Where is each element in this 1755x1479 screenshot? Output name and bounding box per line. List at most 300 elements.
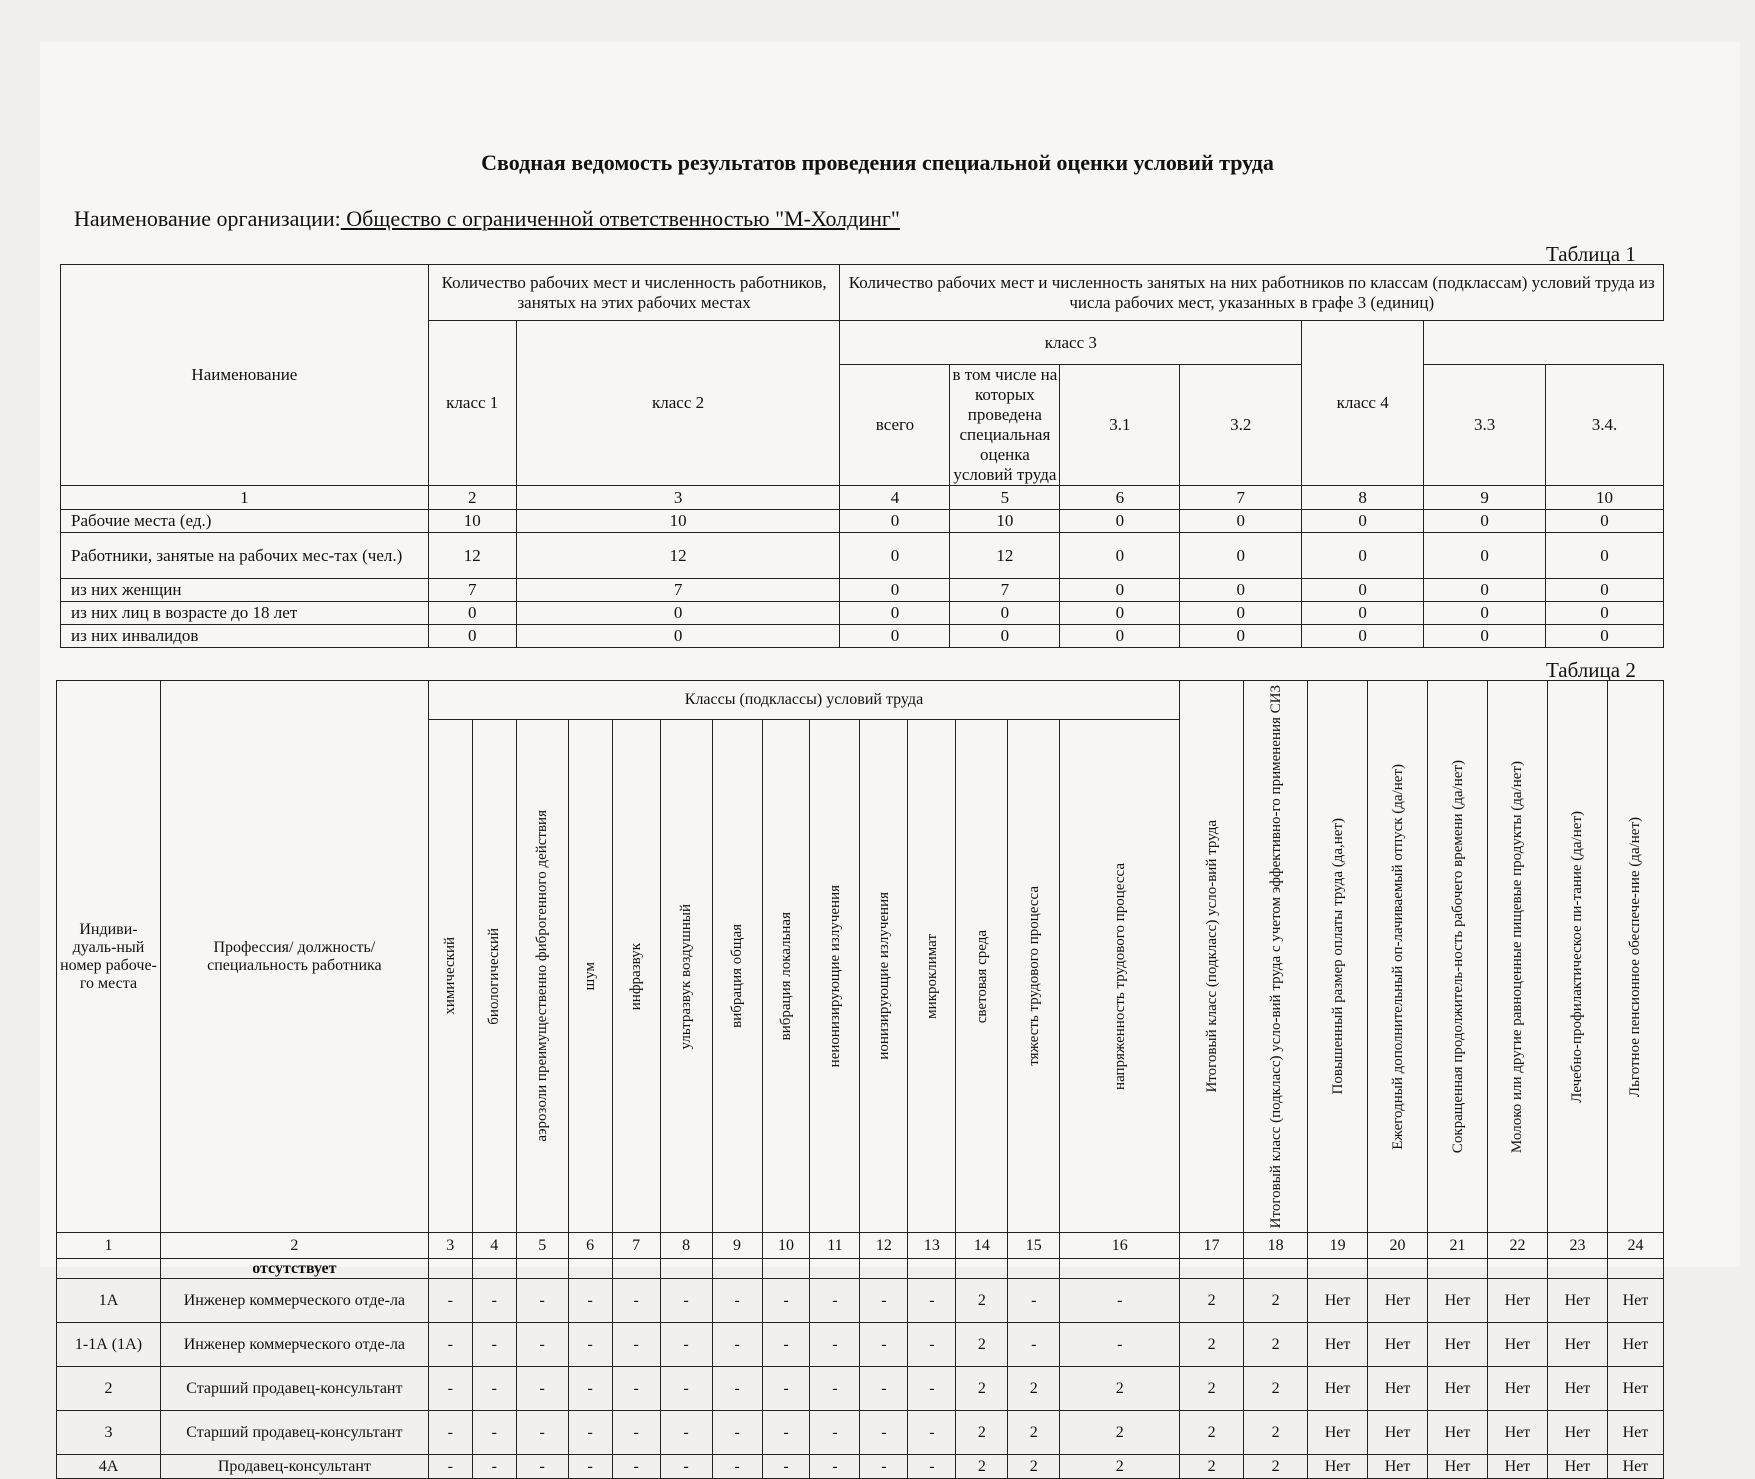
- summary-cell: 0: [1060, 510, 1180, 533]
- header-extra-label: Льготное пенсионное обеспече-ние (да/нет): [1627, 816, 1644, 1097]
- col-num: 18: [1244, 1233, 1308, 1259]
- summary-cell: 7: [428, 579, 516, 602]
- workplace-cell: -: [568, 1455, 612, 1479]
- workplace-cell: -: [810, 1455, 860, 1479]
- workplace-cell: -: [516, 1411, 568, 1455]
- workplace-cell: -: [516, 1367, 568, 1411]
- summary-cell: 10: [516, 510, 840, 533]
- col-num: 16: [1060, 1233, 1180, 1259]
- empty-cell: [1008, 1259, 1060, 1279]
- empty-cell: [568, 1259, 612, 1279]
- empty-cell: [762, 1259, 810, 1279]
- summary-cell: 10: [950, 510, 1060, 533]
- workplace-row: [57, 1411, 1664, 1455]
- empty-cell: [660, 1259, 712, 1279]
- summary-row-label: из них лиц в возрасте до 18 лет: [61, 602, 429, 625]
- workplace-cell: -: [428, 1411, 472, 1455]
- workplace-cell: 2: [956, 1323, 1008, 1367]
- empty-cell: [810, 1259, 860, 1279]
- workplace-cell: -: [660, 1367, 712, 1411]
- col-num: 2: [428, 486, 516, 510]
- col-num: 8: [1302, 486, 1424, 510]
- workplace-cell: -: [472, 1455, 516, 1479]
- workplace-cell: -: [660, 1279, 712, 1323]
- workplace-cell: 2: [1244, 1367, 1308, 1411]
- empty-cell: [1547, 1259, 1607, 1279]
- summary-cell: 0: [1546, 602, 1664, 625]
- col-num: 8: [660, 1233, 712, 1259]
- workplace-cell: -: [908, 1411, 956, 1455]
- document-title: Сводная ведомость результатов проведения специальной оценки условий труда: [481, 150, 1274, 175]
- workplace-cell: -: [810, 1323, 860, 1367]
- workplace-cell: 2: [1008, 1411, 1060, 1455]
- workplace-cell: 2: [1180, 1367, 1244, 1411]
- workplace-cell: -: [660, 1455, 712, 1479]
- empty-cell: [1060, 1259, 1180, 1279]
- empty-cell: [956, 1259, 1008, 1279]
- workplace-cell: -: [612, 1323, 660, 1367]
- workplace-profession: Старший продавец-консультант: [160, 1367, 428, 1411]
- summary-cell: 0: [428, 602, 516, 625]
- workplace-cell: Нет: [1368, 1367, 1428, 1411]
- workplace-cell: -: [472, 1279, 516, 1323]
- workplace-cell: -: [712, 1279, 762, 1323]
- workplace-cell: 2: [956, 1279, 1008, 1323]
- workplace-cell: Нет: [1487, 1367, 1547, 1411]
- factor-label: инфразвук: [628, 942, 645, 1010]
- workplace-cell: Нет: [1368, 1455, 1428, 1479]
- organization-line: [74, 206, 900, 232]
- header-extra-label: Итоговый класс (подкласс) усло-вий труда с учетом эффективно-го применения СИЗ: [1267, 685, 1284, 1229]
- workplace-cell: Нет: [1487, 1323, 1547, 1367]
- header-workplaces: Количество рабочих мест и численность работников, занятых на этих рабочих местах: [428, 265, 840, 321]
- col-num: 23: [1547, 1233, 1607, 1259]
- workplace-cell: 2: [1060, 1411, 1180, 1455]
- col-num: 10: [1546, 486, 1664, 510]
- workplace-cell: -: [568, 1279, 612, 1323]
- summary-row: [61, 510, 1664, 533]
- header-class4: класс 4: [1302, 321, 1424, 486]
- header-conditions-classes: Классы (подклассы) условий труда: [428, 681, 1179, 720]
- organization-name: Общество с ограниченной ответственностью "М-Холдинг": [340, 206, 900, 231]
- workplace-cell: -: [860, 1279, 908, 1323]
- workplace-cell: -: [712, 1411, 762, 1455]
- factor-label: шум: [582, 962, 599, 991]
- workplace-number: 3: [57, 1411, 161, 1455]
- workplace-cell: 2: [1244, 1279, 1308, 1323]
- header-extra-label: Сокращенная продолжитель-ность рабочего времени (да/нет): [1449, 760, 1466, 1154]
- factor-label: ионизирующие излучения: [875, 892, 892, 1061]
- header-class1: класс 1: [428, 321, 516, 486]
- workplace-cell: -: [860, 1323, 908, 1367]
- summary-cell: 0: [1302, 625, 1424, 648]
- factor-label: неионизирующие излучения: [826, 885, 843, 1068]
- header-extra-column: [1487, 681, 1547, 1233]
- header-class-3-1: 3.1: [1060, 365, 1180, 486]
- factor-label: биологический: [486, 927, 503, 1025]
- workplace-cell: -: [712, 1323, 762, 1367]
- header-factor: [1008, 720, 1060, 1233]
- col-num: 3: [428, 1233, 472, 1259]
- header-extra-label: Ежегодный дополнительный оп-лачиваемый отпуск (да/нет): [1389, 763, 1406, 1150]
- header-factor: [516, 720, 568, 1233]
- summary-cell: 0: [1424, 625, 1546, 648]
- col-num: 19: [1308, 1233, 1368, 1259]
- workplace-cell: -: [1008, 1279, 1060, 1323]
- header-assessed: в том числе на которых проведена специальная оценка условий труда: [950, 365, 1060, 486]
- summary-cell: 0: [950, 602, 1060, 625]
- workplace-header-row: [57, 681, 1664, 720]
- summary-row-label: из них инвалидов: [61, 625, 429, 648]
- col-num: 4: [472, 1233, 516, 1259]
- workplace-cell: Нет: [1487, 1411, 1547, 1455]
- col-num: 1: [61, 486, 429, 510]
- summary-row: [61, 579, 1664, 602]
- factor-label: вибрация локальная: [777, 912, 794, 1041]
- col-num: 11: [810, 1233, 860, 1259]
- summary-row: [61, 625, 1664, 648]
- header-class-3-2: 3.2: [1180, 365, 1302, 486]
- empty-cell: [1607, 1259, 1663, 1279]
- summary-row-label: Рабочие места (ед.): [61, 510, 429, 533]
- summary-cell: 12: [516, 533, 840, 579]
- workplace-cell: -: [810, 1411, 860, 1455]
- header-name: Наименование: [61, 265, 429, 486]
- col-num: 20: [1368, 1233, 1428, 1259]
- workplace-cell: 2: [956, 1367, 1008, 1411]
- col-num: 12: [860, 1233, 908, 1259]
- workplace-cell: Нет: [1547, 1411, 1607, 1455]
- table2-caption: Таблица 2: [1546, 658, 1636, 682]
- workplace-cell: Нет: [1308, 1323, 1368, 1367]
- summary-cell: 12: [428, 533, 516, 579]
- factor-label: ультразвук воздушный: [678, 903, 695, 1049]
- empty-cell: [1180, 1259, 1244, 1279]
- workplace-cell: Нет: [1547, 1455, 1607, 1479]
- workplace-cell: Нет: [1607, 1279, 1663, 1323]
- col-num: 9: [712, 1233, 762, 1259]
- summary-cell: 0: [840, 510, 950, 533]
- workplace-cell: Нет: [1428, 1455, 1488, 1479]
- summary-cell: 0: [516, 602, 840, 625]
- summary-row: [61, 533, 1664, 579]
- workplace-cell: 2: [1060, 1455, 1180, 1479]
- workplace-cell: 2: [1180, 1411, 1244, 1455]
- col-num: 4: [840, 486, 950, 510]
- workplace-cell: -: [472, 1367, 516, 1411]
- empty-cell: [428, 1259, 472, 1279]
- workplace-cell: Нет: [1428, 1323, 1488, 1367]
- workplace-cell: Нет: [1428, 1367, 1488, 1411]
- workplace-cell: -: [660, 1411, 712, 1455]
- header-extra-label: Повышенный размер оплаты труда (да,нет): [1329, 818, 1346, 1095]
- summary-cell: 0: [1180, 602, 1302, 625]
- header-class3: класс 3: [840, 321, 1302, 365]
- workplace-cell: -: [516, 1323, 568, 1367]
- summary-cell: 0: [840, 625, 950, 648]
- col-num: 1: [57, 1233, 161, 1259]
- summary-cell: 0: [1180, 510, 1302, 533]
- workplace-cell: 2: [1244, 1323, 1308, 1367]
- workplace-cell: -: [810, 1279, 860, 1323]
- workplace-cell: 2: [956, 1455, 1008, 1479]
- workplace-cell: -: [712, 1367, 762, 1411]
- section-row: [57, 1259, 1664, 1279]
- workplace-cell: 2: [1008, 1455, 1060, 1479]
- header-extra-column: [1428, 681, 1488, 1233]
- header-extra-column: [1308, 681, 1368, 1233]
- summary-row: [61, 602, 1664, 625]
- table1-caption: Таблица 1: [1546, 242, 1636, 266]
- workplace-cell: -: [568, 1323, 612, 1367]
- workplace-table: [56, 680, 1664, 1479]
- workplace-cell: -: [762, 1279, 810, 1323]
- workplace-cell: Нет: [1547, 1323, 1607, 1367]
- summary-cell: 0: [1060, 533, 1180, 579]
- workplace-cell: -: [712, 1455, 762, 1479]
- header-factor: [908, 720, 956, 1233]
- header-total: всего: [840, 365, 950, 486]
- workplace-profession: Инженер коммерческого отде-ла: [160, 1279, 428, 1323]
- header-factor: [612, 720, 660, 1233]
- workplace-cell: Нет: [1308, 1411, 1368, 1455]
- workplace-cell: -: [428, 1455, 472, 1479]
- summary-cell: 0: [1302, 602, 1424, 625]
- workplace-cell: Нет: [1607, 1455, 1663, 1479]
- header-class-3-4: 3.4.: [1546, 365, 1664, 486]
- workplace-cell: -: [428, 1367, 472, 1411]
- summary-cell: 0: [840, 533, 950, 579]
- workplace-cell: 2: [1244, 1455, 1308, 1479]
- header-extra-column: [1244, 681, 1308, 1233]
- workplace-cell: Нет: [1308, 1279, 1368, 1323]
- workplace-cell: -: [810, 1367, 860, 1411]
- summary-cell: 0: [950, 625, 1060, 648]
- workplace-cell: -: [860, 1367, 908, 1411]
- summary-cell: 0: [1302, 533, 1424, 579]
- factor-label: химический: [442, 937, 459, 1016]
- summary-cell: 0: [1424, 579, 1546, 602]
- workplace-cell: 2: [1008, 1367, 1060, 1411]
- header-extra-column: [1607, 681, 1663, 1233]
- empty-cell: [1428, 1259, 1488, 1279]
- col-num: 3: [516, 486, 840, 510]
- workplace-cell: 2: [1244, 1411, 1308, 1455]
- header-factor: [472, 720, 516, 1233]
- factor-label: вибрация общая: [729, 924, 746, 1029]
- empty-cell: [1308, 1259, 1368, 1279]
- workplace-cell: 2: [956, 1411, 1008, 1455]
- summary-cell: 0: [1424, 533, 1546, 579]
- workplace-cell: -: [516, 1455, 568, 1479]
- workplace-cell: -: [612, 1279, 660, 1323]
- workplace-cell: -: [568, 1367, 612, 1411]
- workplace-row: [57, 1455, 1664, 1479]
- header-extra-label: Итоговый класс (подкласс) усло-вий труда: [1203, 820, 1220, 1093]
- summary-cell: 0: [1060, 625, 1180, 648]
- summary-cell: 0: [428, 625, 516, 648]
- workplace-cell: Нет: [1368, 1323, 1428, 1367]
- workplace-cell: -: [1008, 1323, 1060, 1367]
- header-workplace-number: Индиви-дуаль-ный номер рабоче-го места: [57, 681, 161, 1233]
- header-factor: [1060, 720, 1180, 1233]
- col-num: 21: [1428, 1233, 1488, 1259]
- summary-cell: 0: [1302, 579, 1424, 602]
- workplace-row: [57, 1323, 1664, 1367]
- workplace-cell: -: [1060, 1323, 1180, 1367]
- empty-cell: [1368, 1259, 1428, 1279]
- summary-cell: 0: [1546, 533, 1664, 579]
- col-num: 13: [908, 1233, 956, 1259]
- workplace-cell: Нет: [1487, 1455, 1547, 1479]
- workplace-cell: -: [860, 1455, 908, 1479]
- workplace-cell: -: [516, 1279, 568, 1323]
- workplace-number: 1А: [57, 1279, 161, 1323]
- summary-cell: 0: [1180, 625, 1302, 648]
- summary-cell: 0: [840, 579, 950, 602]
- workplace-cell: -: [762, 1367, 810, 1411]
- summary-cell: 7: [516, 579, 840, 602]
- col-num: 22: [1487, 1233, 1547, 1259]
- header-factor: [810, 720, 860, 1233]
- workplace-cell: -: [428, 1279, 472, 1323]
- empty-cell: [860, 1259, 908, 1279]
- col-num: 7: [612, 1233, 660, 1259]
- section-spacer: [57, 1259, 161, 1279]
- col-num: 5: [516, 1233, 568, 1259]
- workplace-profession: Продавец-консультант: [160, 1455, 428, 1479]
- summary-cell: 0: [1424, 510, 1546, 533]
- col-num: 6: [568, 1233, 612, 1259]
- workplace-number: 1-1А (1А): [57, 1323, 161, 1367]
- workplace-cell: -: [568, 1411, 612, 1455]
- summary-cell: 10: [428, 510, 516, 533]
- summary-cell: 12: [950, 533, 1060, 579]
- header-extra-column: [1180, 681, 1244, 1233]
- header-class2: класс 2: [516, 321, 840, 486]
- workplace-cell: Нет: [1368, 1279, 1428, 1323]
- workplace-cell: Нет: [1487, 1279, 1547, 1323]
- workplace-cell: Нет: [1547, 1367, 1607, 1411]
- summary-cell: 0: [1546, 510, 1664, 533]
- workplace-profession: Старший продавец-консультант: [160, 1411, 428, 1455]
- workplace-row: [57, 1367, 1664, 1411]
- header-profession: Профессия/ должность/ специальность работника: [160, 681, 428, 1233]
- header-factor: [428, 720, 472, 1233]
- summary-cell: 0: [1546, 579, 1664, 602]
- workplace-cell: Нет: [1428, 1279, 1488, 1323]
- col-num: 9: [1424, 486, 1546, 510]
- header-extra-column: [1547, 681, 1607, 1233]
- workplace-cell: Нет: [1607, 1367, 1663, 1411]
- col-num: 10: [762, 1233, 810, 1259]
- header-extra-label: Молоко или другие равноценные пищевые продукты (да/нет): [1509, 760, 1526, 1153]
- workplace-cell: -: [612, 1367, 660, 1411]
- header-factor: [956, 720, 1008, 1233]
- header-class-3-3: 3.3: [1424, 365, 1546, 486]
- workplace-cell: Нет: [1308, 1455, 1368, 1479]
- workplace-cell: -: [472, 1323, 516, 1367]
- header-factor: [860, 720, 908, 1233]
- col-num: 7: [1180, 486, 1302, 510]
- workplace-cell: -: [908, 1455, 956, 1479]
- workplace-cell: -: [762, 1455, 810, 1479]
- workplace-cell: -: [472, 1411, 516, 1455]
- workplace-number: 4А: [57, 1455, 161, 1479]
- col-num: 15: [1008, 1233, 1060, 1259]
- col-num: 14: [956, 1233, 1008, 1259]
- workplace-cell: -: [612, 1455, 660, 1479]
- workplace-cell: -: [428, 1323, 472, 1367]
- col-num: 2: [160, 1233, 428, 1259]
- organization-label: Наименование организации:: [74, 206, 341, 231]
- workplace-cell: Нет: [1607, 1323, 1663, 1367]
- empty-cell: [612, 1259, 660, 1279]
- summary-row-label: из них женщин: [61, 579, 429, 602]
- workplace-cell: Нет: [1368, 1411, 1428, 1455]
- factor-label: напряженность трудового процесса: [1111, 862, 1128, 1090]
- workplace-cell: -: [908, 1323, 956, 1367]
- empty-cell: [908, 1259, 956, 1279]
- workplace-cell: -: [660, 1323, 712, 1367]
- workplace-cell: 2: [1180, 1323, 1244, 1367]
- workplace-cell: 2: [1180, 1455, 1244, 1479]
- workplace-cell: Нет: [1547, 1279, 1607, 1323]
- empty-cell: [472, 1259, 516, 1279]
- factor-label: световая среда: [973, 929, 990, 1023]
- summary-cell: 0: [1546, 625, 1664, 648]
- col-num: 24: [1607, 1233, 1663, 1259]
- summary-cell: 0: [1302, 510, 1424, 533]
- summary-cell: 0: [1180, 533, 1302, 579]
- summary-row-label: Работники, занятые на рабочих мес-тах (чел.): [61, 533, 429, 579]
- col-num: 6: [1060, 486, 1180, 510]
- empty-cell: [712, 1259, 762, 1279]
- summary-cell: 0: [840, 602, 950, 625]
- col-num: 5: [950, 486, 1060, 510]
- col-num: 17: [1180, 1233, 1244, 1259]
- header-factor: [762, 720, 810, 1233]
- column-number-row: [57, 1233, 1664, 1259]
- summary-cell: 0: [1060, 579, 1180, 602]
- header-extra-label: Лечебно-профилактическое пи-тание (да/нет): [1569, 810, 1586, 1103]
- workplace-number: 2: [57, 1367, 161, 1411]
- factor-label: аэрозоли преимущественно фиброгенного действия: [534, 810, 551, 1143]
- summary-cell: 0: [1424, 602, 1546, 625]
- workplace-cell: -: [1060, 1279, 1180, 1323]
- workplace-cell: Нет: [1308, 1367, 1368, 1411]
- summary-table: [60, 264, 1664, 648]
- workplace-cell: -: [908, 1279, 956, 1323]
- factor-label: тяжесть трудового процесса: [1025, 886, 1042, 1067]
- workplace-cell: -: [908, 1367, 956, 1411]
- workplace-cell: -: [762, 1411, 810, 1455]
- header-factor: [712, 720, 762, 1233]
- header-extra-column: [1368, 681, 1428, 1233]
- workplace-cell: 2: [1180, 1279, 1244, 1323]
- summary-cell: 7: [950, 579, 1060, 602]
- factor-label: микроклимат: [923, 933, 940, 1019]
- column-number-row: [61, 486, 1664, 510]
- summary-cell: 0: [1180, 579, 1302, 602]
- empty-cell: [1487, 1259, 1547, 1279]
- workplace-row: [57, 1279, 1664, 1323]
- workplace-cell: -: [612, 1411, 660, 1455]
- section-label: отсутствует: [160, 1259, 428, 1279]
- workplace-profession: Инженер коммерческого отде-ла: [160, 1323, 428, 1367]
- workplace-cell: -: [860, 1411, 908, 1455]
- workplace-cell: Нет: [1607, 1411, 1663, 1455]
